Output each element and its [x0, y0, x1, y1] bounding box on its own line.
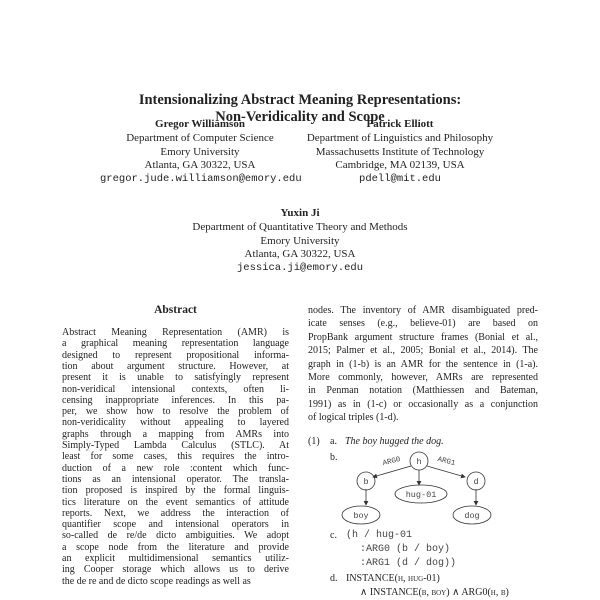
text-line: non-veridical intensional contexts, often li- — [62, 383, 289, 395]
node-d-label: d — [473, 477, 479, 487]
text-line: 1991) as in (1-c) or occasionally as a conjunction — [308, 398, 538, 410]
text-line: graph in (1-b) is an AMR for the sentence in (1-a). — [308, 358, 538, 370]
author-dept: Department of Computer Science — [126, 131, 274, 144]
title-line-1: Intensionalizing Abstract Meaning Representations: — [138, 92, 462, 108]
author-email[interactable]: jessica.ji@emory.edu — [236, 262, 364, 275]
edge-arg1-label: ARG1 — [436, 455, 456, 469]
node-hug-label: hug-01 — [405, 490, 437, 500]
node-boy-label: boy — [353, 511, 369, 521]
text-line: tics literature on the event semantics of attitude — [62, 496, 289, 508]
text-line: PropBank argument structure frames (Bonial et al., — [308, 331, 538, 343]
author-inst: Massachusetts Institute of Technology — [315, 145, 485, 158]
text-line: graphs through a mapping from AMRs into — [62, 428, 289, 440]
triple-line: ∧ INSTANCE(b, boy) ∧ ARG0(h, b) — [360, 587, 509, 598]
edge-arg0 — [373, 466, 411, 477]
author-email[interactable]: gregor.jude.williamson@emory.edu — [100, 173, 302, 186]
author-addr: Atlanta, GA 30322, USA — [244, 248, 356, 261]
text-line: a graphical meaning representation language — [62, 338, 289, 350]
text-line: of logical triples (1-d). — [308, 412, 399, 424]
text-line: an explicit multidimensional semantics utiliz- — [62, 553, 289, 564]
text-line: tions as an intensional operator. The transla- — [62, 473, 289, 485]
node-dog-label: dog — [464, 511, 480, 521]
text-line: non-veridicality without appealing to layered — [62, 417, 289, 429]
text-line: reports. Next, we address the interaction of — [62, 507, 289, 519]
example-a-label: a. — [330, 436, 337, 447]
edge-arg0-label: ARG0 — [382, 455, 402, 469]
text-line: Simply-Typed Lambda Calculus (STLC). At — [62, 440, 289, 451]
author-3 — [150, 207, 450, 276]
text-line: designed to represent propositional informa- — [62, 349, 289, 361]
author-name: Patrick Elliott — [366, 118, 434, 130]
node-b-label: b — [363, 477, 369, 487]
author-2 — [300, 118, 500, 187]
edge-arg1 — [427, 466, 465, 477]
penman-line: :ARG0 (b / boy) — [360, 544, 451, 555]
text-line: More commonly, however, AMRs are represented — [308, 372, 538, 383]
text-line: duction of a new role :content which func- — [62, 462, 289, 474]
node-h-label: h — [416, 457, 422, 467]
example-a-text: The boy hugged the dog. — [345, 436, 444, 447]
text-line: least for some cases, this requires the intro- — [62, 451, 289, 463]
triple-line: INSTANCE(h, hug-01) — [346, 573, 440, 584]
text-line: present it is unable to satisfyingly represent — [62, 372, 289, 384]
text-line: 2015; Palmer et al., 2005; Bonial et al., 2014). The — [308, 345, 538, 357]
author-name: Gregor Williamson — [155, 118, 245, 130]
text-line: tion proposed is inspired by the formal linguis- — [62, 485, 289, 497]
author-addr: Atlanta, GA 30322, USA — [144, 159, 256, 172]
text-line: tion about argument structure. However, at — [62, 360, 289, 372]
text-line: in Penman notation (Matthiessen and Bateman, — [308, 385, 538, 397]
amr-graph — [340, 450, 500, 528]
text-line: a scope node from the literature and provide — [62, 541, 289, 553]
text-line: Abstract Meaning Representation (AMR) is — [62, 327, 289, 338]
author-email[interactable]: pdell@mit.edu — [359, 173, 441, 186]
title-line-2: Non-Veridicality and Scope — [215, 109, 385, 125]
penman-line: :ARG1 (d / dog)) — [360, 558, 457, 569]
abstract-heading: Abstract — [154, 304, 197, 316]
author-dept: Department of Quantitative Theory and Methods — [192, 220, 408, 233]
author-name: Yuxin Ji — [280, 207, 320, 219]
example-b-label: b. — [330, 452, 338, 463]
example-c-label: c. — [330, 530, 337, 541]
author-inst: Emory University — [160, 145, 240, 158]
text-line: per, we show how to resolve the problem of — [62, 406, 289, 418]
example-d-label: d. — [330, 573, 338, 584]
author-inst: Emory University — [260, 234, 340, 247]
author-1 — [100, 118, 300, 187]
penman-line: (h / hug-01 — [346, 530, 413, 541]
text-line: nodes. The inventory of AMR disambiguated pred- — [308, 305, 538, 316]
example-number: (1) — [308, 436, 320, 447]
author-addr: Cambridge, MA 02139, USA — [335, 159, 465, 172]
text-line: icate senses (e.g., believe-01) are based on — [308, 318, 538, 330]
text-line: censing inappropriate inferences. In this pa- — [62, 394, 289, 406]
text-line: so-called de re/de dicto ambiguities. We adopt — [62, 530, 289, 542]
text-line: quantifier scope and intensional operators in — [62, 519, 289, 531]
text-line: the de re and de dicto scope readings as well as — [62, 575, 251, 587]
text-line: ing Cooper storage which allows us to derive — [62, 564, 289, 576]
author-dept: Department of Linguistics and Philosophy — [306, 131, 494, 144]
